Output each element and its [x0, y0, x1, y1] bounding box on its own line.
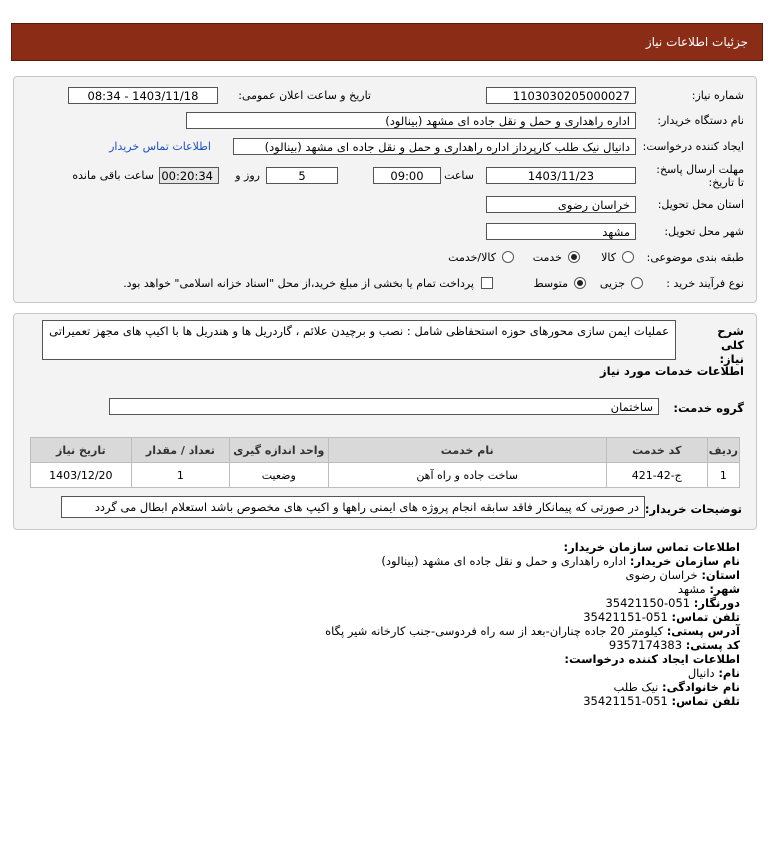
cell-row-number: 1 [707, 463, 739, 488]
col-header-service-code: کد خدمت [606, 438, 707, 463]
buyer-province-value: خراسان رضوی [625, 568, 698, 582]
category-radio-goods-service[interactable] [502, 251, 514, 263]
cell-quantity: 1 [131, 463, 229, 488]
creator-contact-title: اطلاعات ایجاد کننده درخواست: [564, 652, 740, 666]
creator-family-value: نیک طلب [613, 680, 659, 694]
province-label: استان محل تحویل: [657, 198, 744, 211]
remaining-time-field: 00:20:34 [159, 167, 219, 184]
city-label: شهر محل تحویل: [664, 225, 744, 238]
days-label: روز و [235, 169, 260, 182]
buyer-org-field: اداره راهداری و حمل و نقل جاده ای مشهد (بینالود) [186, 112, 636, 129]
buyer-org-label: نام دستگاه خریدار: [657, 114, 744, 127]
process-label: نوع فرآیند خرید : [666, 277, 744, 290]
services-table [30, 437, 740, 488]
buyer-fax-line [605, 596, 740, 610]
remaining-label: ساعت باقی مانده [72, 169, 154, 182]
announce-label: تاریخ و ساعت اعلان عمومی: [238, 89, 371, 102]
col-header-row-number: ردیف [707, 438, 739, 463]
need-number-label: شماره نیاز: [691, 89, 744, 102]
buyer-province-line [626, 568, 741, 582]
buyer-postal-value: 9357174383 [608, 638, 683, 652]
creator-label: ایجاد کننده درخواست: [642, 140, 744, 153]
buyer-city-line [678, 582, 740, 596]
payment-note: پرداخت تمام یا بخشی از مبلغ خرید،از محل "اسناد خزانه اسلامی" خواهد بود. [123, 277, 474, 290]
creator-phone-value: 051-35421151 [583, 694, 668, 708]
process-option-minor: جزیی [599, 277, 625, 290]
buyer-city-value: مشهد [677, 582, 706, 596]
buyer-postal-label: کد پستی: [685, 638, 740, 652]
buyer-address-label: آدرس پستی: [666, 624, 740, 638]
category-option-goods-service: کالا/خدمت [448, 251, 496, 264]
announce-field: 1403/11/18 - 08:34 [68, 87, 218, 104]
table-row [31, 463, 740, 488]
buyer-phone-line [583, 610, 740, 624]
process-radio-minor[interactable] [631, 277, 643, 289]
category-option-goods: کالا [601, 251, 616, 264]
creator-name-line [688, 666, 740, 680]
creator-field: دانیال نیک طلب کارپرداز اداره راهداری و حمل و نقل جاده ای مشهد (بینالود) [233, 138, 636, 155]
creator-name-label: نام: [718, 666, 740, 680]
buyer-contact-link[interactable]: اطلاعات تماس خریدار [109, 140, 211, 153]
buyer-postal-line [609, 638, 740, 652]
cell-service-name: ساخت جاده و راه آهن [328, 463, 606, 488]
buyer-org-line-value: اداره راهداری و حمل و نقل جاده ای مشهد (بینالود) [381, 554, 627, 568]
col-header-unit: واحد اندازه گیری [230, 438, 329, 463]
category-label: طبقه بندی موضوعی: [646, 251, 744, 264]
creator-family-line [614, 680, 741, 694]
table-header-row [31, 438, 740, 463]
deadline-label: مهلت ارسال پاسخ: تا تاریخ: [656, 163, 744, 189]
creator-phone-label: تلفن تماس: [671, 694, 740, 708]
col-header-quantity: تعداد / مقدار [131, 438, 229, 463]
service-group-label: گروه خدمت: [673, 401, 744, 415]
creator-phone-line [583, 694, 740, 708]
col-header-service-name: نام خدمت [328, 438, 606, 463]
need-number-field: 1103030205000027 [486, 87, 636, 104]
category-option-service: خدمت [532, 251, 562, 264]
category-radio-service[interactable] [568, 251, 580, 263]
buyer-fax-label: دورنگار: [693, 596, 740, 610]
buyer-phone-label: تلفن تماس: [671, 610, 740, 624]
need-info-panel [13, 76, 757, 303]
buyer-notes-text: در صورتی که پیمانکار فاقد سابقه انجام پروژه های ایمنی راهها و اکیپ های مخصوص باشد استعلام ابطال می گردد [61, 496, 645, 518]
buyer-org-line [381, 554, 740, 568]
city-field: مشهد [486, 223, 636, 240]
description-label: شرح کلی نیاز: [717, 324, 744, 366]
treasury-payment-checkbox[interactable] [481, 277, 493, 289]
category-radio-goods[interactable] [622, 251, 634, 263]
buyer-province-label: استان: [701, 568, 740, 582]
process-option-medium: متوسط [533, 277, 568, 290]
buyer-notes-label: توضیحات خریدار: [644, 502, 742, 516]
service-group-field: ساختمان [109, 398, 659, 415]
cell-unit: وضعیت [230, 463, 329, 488]
buyer-org-line-label: نام سازمان خریدار: [629, 554, 740, 568]
buyer-city-label: شهر: [709, 582, 740, 596]
page-title-bar [11, 23, 763, 61]
cell-service-code: ج-42-421 [606, 463, 707, 488]
deadline-time-field: 09:00 [373, 167, 441, 184]
buyer-phone-value: 051-35421151 [583, 610, 668, 624]
creator-name-value: دانیال [687, 666, 715, 680]
buyer-address-line [325, 624, 740, 638]
page-title: جزئیات اطلاعات نیاز [645, 35, 748, 49]
process-radio-medium[interactable] [574, 277, 586, 289]
province-field: خراسان رضوی [486, 196, 636, 213]
col-header-need-date: تاریخ نیاز [31, 438, 132, 463]
deadline-time-label: ساعت [444, 169, 474, 182]
buyer-fax-value: 051-35421150 [605, 596, 691, 610]
buyer-address-value: کیلومتر 20 جاده چناران-بعد از سه راه فردوسی-جنب کارخانه شیر پگاه [325, 624, 664, 638]
deadline-date-field: 1403/11/23 [486, 167, 636, 184]
services-section-title: اطلاعات خدمات مورد نیاز [600, 364, 744, 378]
cell-need-date: 1403/12/20 [31, 463, 132, 488]
creator-family-label: نام خانوادگی: [662, 680, 740, 694]
days-field: 5 [266, 167, 338, 184]
description-text: عملیات ایمن سازی محورهای حوزه استحفاظی شامل : نصب و برچیدن علائم ، گاردریل ها و هندریل ها با اکیپ های مجهز تعمیراتی [42, 320, 676, 360]
buyer-contact-title: اطلاعات تماس سازمان خریدار: [563, 540, 740, 554]
